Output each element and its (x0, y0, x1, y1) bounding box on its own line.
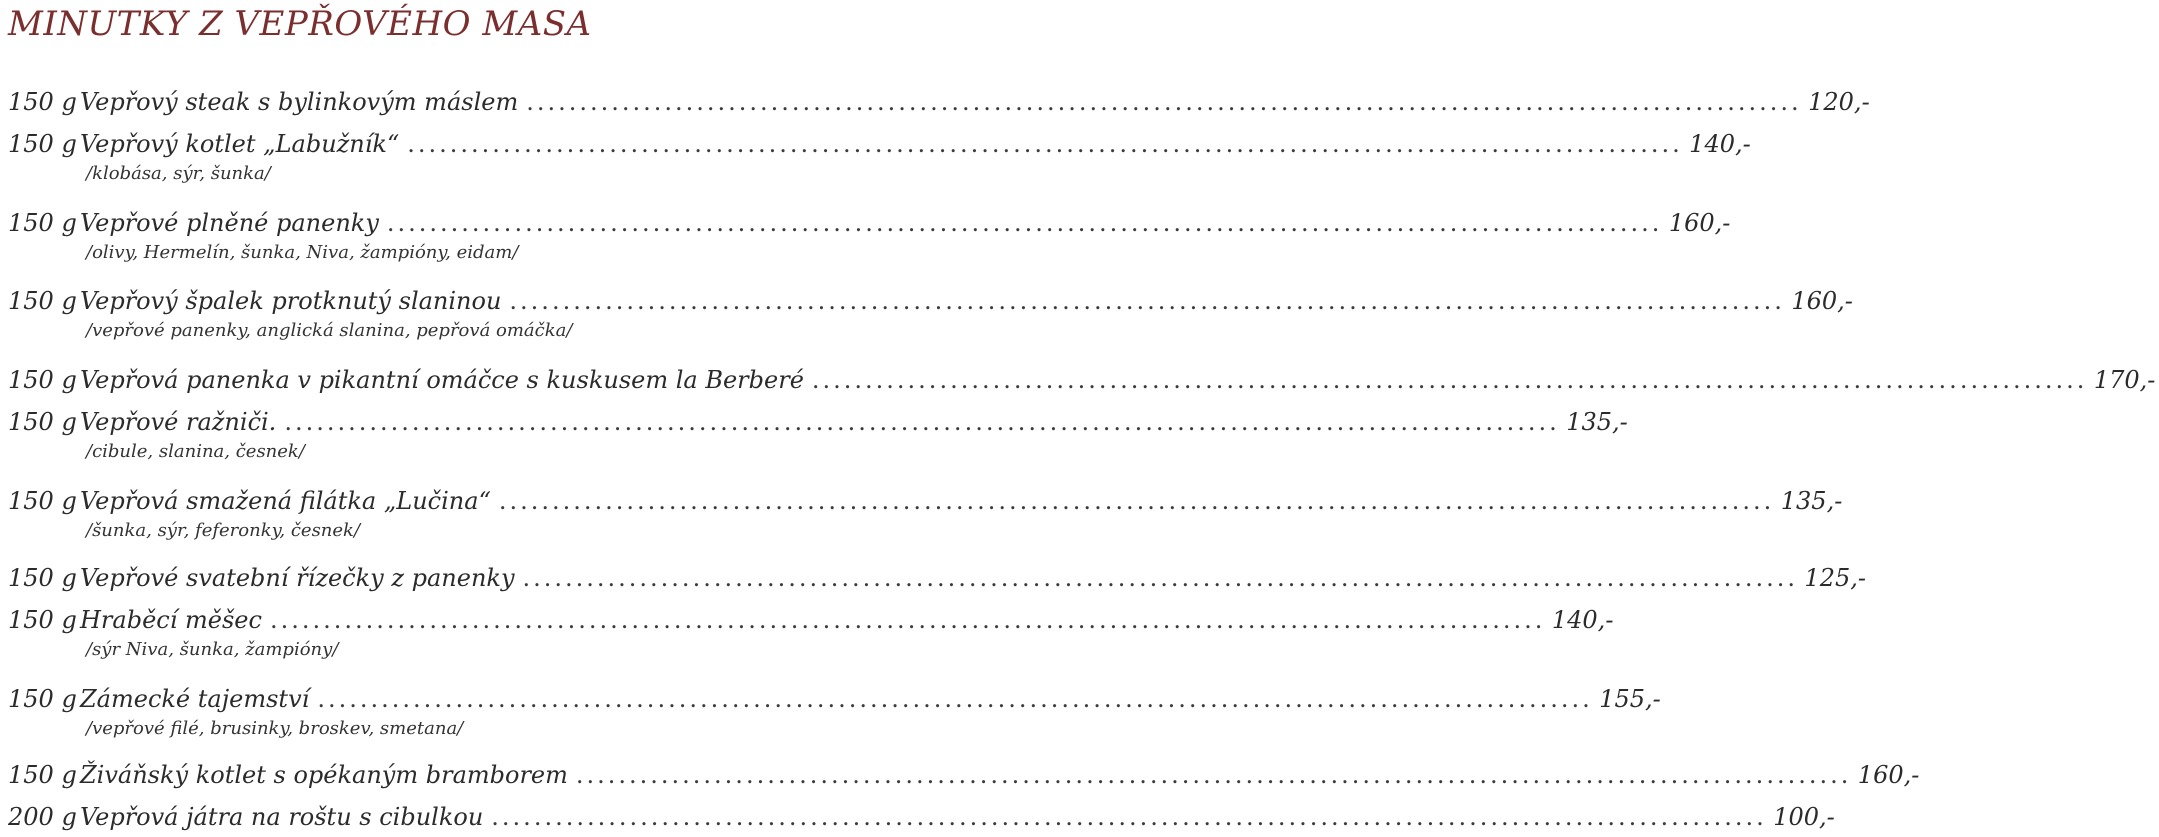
item-price: 140,- (1551, 606, 1614, 634)
menu-item-row (0, 405, 1628, 439)
item-weight: 150 g (8, 606, 77, 634)
item-price: 120,- (1808, 88, 1870, 116)
dot-leader: ........................................................................................................................ (811, 366, 2088, 394)
menu-item-row (0, 758, 1920, 792)
item-price: 125,- (1804, 564, 1866, 592)
item-weight: 150 g (8, 685, 77, 713)
item-description: /šunka, sýr, feferonky, česnek/ (86, 520, 361, 541)
menu-item (0, 284, 1853, 344)
menu-item (0, 405, 1628, 465)
item-name: Vepřové ražniči. (80, 408, 277, 436)
item-description: /olivy, Hermelín, šunka, Niva, žampióny, eidam/ (86, 242, 519, 263)
menu-item (0, 603, 1614, 663)
item-weight: 150 g (8, 408, 77, 436)
menu-item (0, 682, 1661, 742)
item-weight: 200 g (8, 803, 77, 831)
item-price: 135,- (1780, 487, 1843, 515)
item-weight: 150 g (8, 209, 77, 237)
menu-item-row (0, 682, 1661, 716)
item-price: 100,- (1773, 803, 1835, 831)
item-description: /sýr Niva, šunka, žampióny/ (86, 639, 339, 660)
dot-leader: ........................................................................................................................ (269, 606, 1546, 634)
item-description: /klobása, sýr, šunka/ (86, 163, 271, 184)
menu-item-row (0, 561, 1866, 595)
item-name: Hraběcí měšec (80, 606, 262, 634)
item-name: Vepřový kotlet „Labužník“ (80, 130, 400, 158)
item-weight: 150 g (8, 88, 77, 116)
dot-leader: ........................................................................................................................ (317, 685, 1593, 713)
item-weight: 150 g (8, 761, 77, 789)
item-price: 160,- (1857, 761, 1920, 789)
item-name: Zámecké tajemství (80, 685, 310, 713)
item-price: 170,- (2093, 366, 2156, 394)
item-name: Vepřová játra na roštu s cibulkou (80, 803, 484, 831)
item-name: Vepřová panenka v pikantní omáčce s kuskusem la Berberé (80, 366, 804, 394)
item-name: Vepřové plněné panenky (80, 209, 379, 237)
dot-leader: ........................................................................................................................ (509, 287, 1785, 315)
menu-item-row (0, 284, 1853, 318)
menu-item (0, 758, 1920, 792)
item-name: Vepřové svatební řízečky z panenky (80, 564, 515, 592)
menu-item (0, 561, 1866, 595)
dot-leader: ........................................................................................................................ (575, 761, 1852, 789)
item-weight: 150 g (8, 287, 77, 315)
section-title: MINUTKY Z VEPŘOVÉHO MASA (8, 4, 592, 44)
menu-item (0, 127, 1751, 187)
menu-item-row (0, 603, 1614, 637)
menu-item (0, 484, 1843, 544)
menu-item-row (0, 85, 1870, 119)
menu-item-row (0, 484, 1843, 518)
item-description: /vepřové filé, brusinky, broskev, smetana/ (86, 718, 464, 739)
item-price: 140,- (1689, 130, 1751, 158)
menu-item (0, 85, 1870, 119)
dot-leader: ........................................................................................................................ (491, 803, 1767, 831)
dot-leader: ........................................................................................................................ (498, 487, 1775, 515)
item-price: 160,- (1791, 287, 1853, 315)
menu-item-row (0, 800, 1835, 834)
menu-item (0, 363, 2156, 397)
item-name: Vepřový steak s bylinkovým máslem (80, 88, 519, 116)
menu-item (0, 206, 1731, 266)
item-weight: 150 g (8, 564, 77, 592)
dot-leader: ........................................................................................................................ (386, 209, 1663, 237)
item-name: Živáňský kotlet s opékaným bramborem (80, 761, 568, 789)
dot-leader: ........................................................................................................................ (526, 88, 1802, 116)
item-weight: 150 g (8, 487, 77, 515)
dot-leader: ........................................................................................................................ (407, 130, 1683, 158)
dot-leader: ........................................................................................................................ (522, 564, 1798, 592)
item-description: /vepřové panenky, anglická slanina, pepřová omáčka/ (86, 320, 573, 341)
item-price: 155,- (1599, 685, 1661, 713)
menu-item-row (0, 127, 1751, 161)
item-weight: 150 g (8, 366, 77, 394)
item-price: 160,- (1668, 209, 1731, 237)
dot-leader: ........................................................................................................................ (284, 408, 1560, 436)
item-name: Vepřový špalek protknutý slaninou (80, 287, 502, 315)
menu-item (0, 800, 1835, 834)
item-price: 135,- (1566, 408, 1628, 436)
item-description: /cibule, slanina, česnek/ (86, 441, 305, 462)
menu-item-row (0, 206, 1731, 240)
item-weight: 150 g (8, 130, 77, 158)
menu-item-row (0, 363, 2156, 397)
item-name: Vepřová smažená filátka „Lučina“ (80, 487, 491, 515)
